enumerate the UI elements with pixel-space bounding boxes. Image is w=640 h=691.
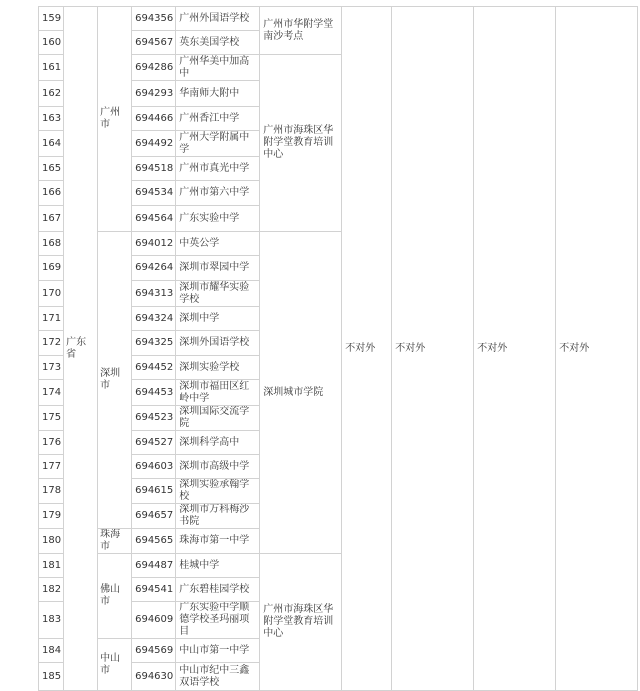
- school-code: 694293: [132, 81, 176, 107]
- school-code: 694012: [132, 232, 176, 256]
- school-code: 694534: [132, 181, 176, 206]
- school-name: 深圳市高级中学: [176, 455, 260, 479]
- school-code: 694453: [132, 380, 176, 406]
- school-name: 深圳中学: [176, 307, 260, 331]
- school-name: 珠海市第一中学: [176, 529, 260, 554]
- row-number: 169: [39, 256, 64, 281]
- row-number: 182: [39, 578, 64, 602]
- status-cell-3: 不对外: [474, 7, 556, 691]
- school-name: 深圳实验学校: [176, 356, 260, 380]
- school-name: 中山市纪中三鑫双语学校: [176, 663, 260, 691]
- school-code: 694630: [132, 663, 176, 691]
- row-number: 165: [39, 157, 64, 181]
- city-cell-zhuhai: 珠海市: [98, 529, 132, 554]
- city-cell-zhongshan: 中山市: [98, 639, 132, 691]
- school-name: 广州外国语学校: [176, 7, 260, 31]
- school-code: 694286: [132, 55, 176, 81]
- school-name: 深圳实验承翰学校: [176, 479, 260, 504]
- school-name: 深圳国际交流学院: [176, 406, 260, 431]
- school-name: 英东美国学校: [176, 31, 260, 55]
- status-cell-2: 不对外: [392, 7, 474, 691]
- school-code: 694615: [132, 479, 176, 504]
- row-number: 166: [39, 181, 64, 206]
- school-name: 广东碧桂园学校: [176, 578, 260, 602]
- row-number: 175: [39, 406, 64, 431]
- school-code: 694564: [132, 206, 176, 232]
- city-cell-shenzhen: 深圳市: [98, 232, 132, 529]
- table-body: [39, 7, 638, 691]
- school-name: 华南师大附中: [176, 81, 260, 107]
- school-code: 694325: [132, 331, 176, 356]
- row-number: 170: [39, 281, 64, 307]
- status-cell-4: 不对外: [556, 7, 638, 691]
- school-code: 694609: [132, 602, 176, 639]
- row-number: 168: [39, 232, 64, 256]
- exam-venue-table: [38, 6, 638, 691]
- school-code: 694527: [132, 431, 176, 455]
- school-code: 694541: [132, 578, 176, 602]
- school-code: 694518: [132, 157, 176, 181]
- school-name: 广州大学附属中学: [176, 131, 260, 157]
- school-code: 694324: [132, 307, 176, 331]
- province-cell: 广东省: [64, 7, 98, 691]
- school-code: 694452: [132, 356, 176, 380]
- table-row: [39, 7, 638, 31]
- row-number: 180: [39, 529, 64, 554]
- city-cell-guangzhou: 广州市: [98, 7, 132, 232]
- row-number: 178: [39, 479, 64, 504]
- school-name: 广州华美中加高中: [176, 55, 260, 81]
- row-number: 185: [39, 663, 64, 691]
- venue-cell-shenzhen: 深圳城市学院: [260, 232, 342, 554]
- school-code: 694569: [132, 639, 176, 663]
- row-number: 176: [39, 431, 64, 455]
- row-number: 172: [39, 331, 64, 356]
- school-code: 694264: [132, 256, 176, 281]
- school-name: 深圳外国语学校: [176, 331, 260, 356]
- row-number: 161: [39, 55, 64, 81]
- row-number: 171: [39, 307, 64, 331]
- row-number: 164: [39, 131, 64, 157]
- school-code: 694466: [132, 107, 176, 131]
- row-number: 174: [39, 380, 64, 406]
- school-code: 694567: [132, 31, 176, 55]
- school-code: 694603: [132, 455, 176, 479]
- school-code: 694487: [132, 554, 176, 578]
- school-code: 694565: [132, 529, 176, 554]
- row-number: 163: [39, 107, 64, 131]
- school-name: 广州香江中学: [176, 107, 260, 131]
- school-code: 694313: [132, 281, 176, 307]
- school-name: 桂城中学: [176, 554, 260, 578]
- school-name: 广东实验中学: [176, 206, 260, 232]
- school-name: 中英公学: [176, 232, 260, 256]
- school-code: 694523: [132, 406, 176, 431]
- venue-cell-haizhu-2: 广州市海珠区华附学堂教育培训中心: [260, 554, 342, 691]
- row-number: 162: [39, 81, 64, 107]
- venue-cell-nansha: 广州市华附学堂南沙考点: [260, 7, 342, 55]
- row-number: 179: [39, 504, 64, 529]
- row-number: 167: [39, 206, 64, 232]
- school-name: 广东实验中学顺德学校圣玛丽项目: [176, 602, 260, 639]
- school-code: 694492: [132, 131, 176, 157]
- row-number: 181: [39, 554, 64, 578]
- school-name: 深圳市耀华实验学校: [176, 281, 260, 307]
- status-cell-1: 不对外: [342, 7, 392, 691]
- school-name: 深圳科学高中: [176, 431, 260, 455]
- row-number: 183: [39, 602, 64, 639]
- row-number: 177: [39, 455, 64, 479]
- school-code: 694356: [132, 7, 176, 31]
- city-cell-foshan: 佛山市: [98, 554, 132, 639]
- school-name: 中山市第一中学: [176, 639, 260, 663]
- school-code: 694657: [132, 504, 176, 529]
- school-name: 广州市真光中学: [176, 157, 260, 181]
- school-name: 深圳市万科梅沙书院: [176, 504, 260, 529]
- school-name: 深圳市福田区红岭中学: [176, 380, 260, 406]
- row-number: 159: [39, 7, 64, 31]
- venue-cell-haizhu: 广州市海珠区华附学堂教育培训中心: [260, 55, 342, 232]
- row-number: 160: [39, 31, 64, 55]
- school-name: 广州市第六中学: [176, 181, 260, 206]
- school-name: 深圳市翠园中学: [176, 256, 260, 281]
- row-number: 173: [39, 356, 64, 380]
- row-number: 184: [39, 639, 64, 663]
